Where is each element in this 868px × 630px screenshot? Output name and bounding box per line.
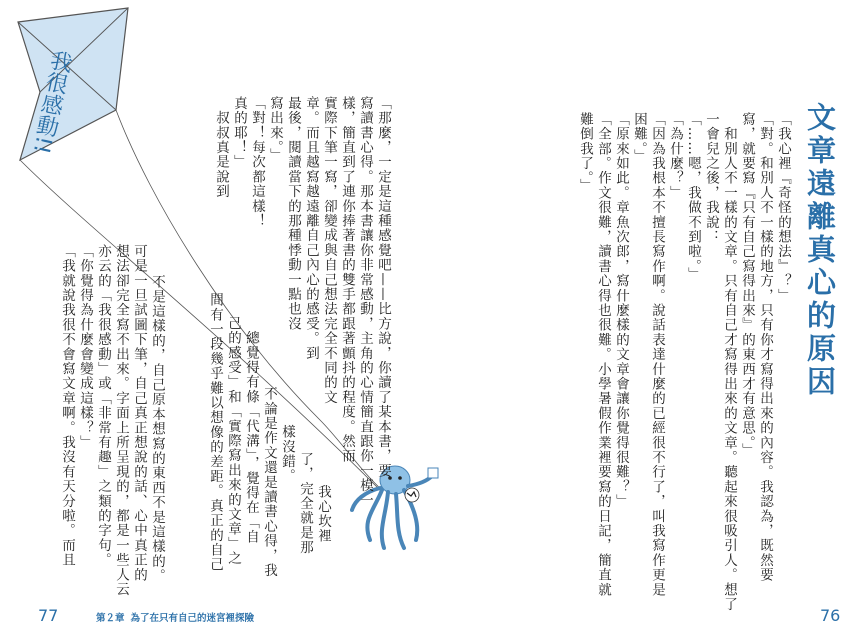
kite-lettering: 我很感動!! — [27, 47, 75, 156]
text-column: 不論是作文還是讀書心得，我 — [261, 372, 277, 578]
text-column: 和別人不一樣的文章。只有自己才寫得出來的文章。聽起來很吸引人。想了 — [721, 112, 737, 612]
text-column: 可是一旦試圖下筆，自己真正想說的話、心中真正的 — [131, 244, 147, 583]
text-column: 「因為我根本不擅長寫作啊。說話表達什麼的已經很不行了，叫我寫作更是 — [649, 112, 665, 598]
page-number-right: 76 — [820, 606, 841, 625]
running-head — [96, 610, 260, 624]
text-column: 「你覺得為什麼會變成這樣？」 — [77, 244, 93, 450]
text-column: 己的感受」和「實際寫出來的文章」之 — [225, 316, 241, 566]
text-column: 寫讀書心得。那本書讓你非常感動，主角的心情簡直跟你一模一 — [357, 96, 373, 508]
text-column: 「我心裡『奇怪的想法』？」 — [775, 112, 791, 304]
text-column: 樣，簡直到了連你捧著書的雙手都跟著顫抖的程度。然而 — [339, 96, 355, 464]
text-column: 「……嗯，我做不到啦。」 — [685, 112, 701, 282]
text-column: 困難。」 — [631, 112, 647, 165]
text-column: 不是這樣的，自己原本想寫的東西不是這樣的。 — [149, 260, 165, 584]
text-column: 「對！每次都這樣！ — [249, 96, 265, 229]
running-head-section: 為了在只有自己的迷宮裡探險 — [130, 613, 255, 624]
chapter-title: 文章遠離真心的原因 — [803, 102, 837, 399]
text-column: 叔叔真是說到 — [213, 96, 229, 199]
text-column: 寫出來。」 — [267, 96, 283, 163]
text-column: 最後，閱讀當下的那種悸動一點也沒 — [285, 96, 301, 332]
text-column: 實際下筆一寫，卻變成與自己想法完全不同的文 — [321, 96, 337, 405]
text-column: 總覺得有條「代溝」，覺得在「自 — [243, 316, 259, 545]
text-column: 我心坎裡 — [315, 470, 331, 544]
text-column: 了，完全就是那 — [297, 452, 313, 555]
text-column: 「原來如此。章魚次郎，寫什麼樣的文章會讓你覺得很難？」 — [613, 112, 629, 509]
scribble-thought-icon — [405, 488, 419, 502]
text-column: 「那麼，一定是這種感覺吧——比方說，你讀了某本書，要 — [375, 96, 391, 479]
text-column: 難倒我了。」 — [577, 112, 593, 194]
text-column: 間有一段幾乎難以想像的差距。真正的自己 — [207, 278, 223, 572]
text-column: 「為什麼？」 — [667, 112, 683, 201]
text-column: 「我就說我很不會寫文章啊。我沒有天分啦。而且 — [59, 244, 75, 568]
text-column: 真的耶！」 — [231, 96, 247, 170]
page-number-left: 77 — [38, 606, 59, 625]
text-column: 亦云的「我很感動」或「非常有趣」之類的字句。 — [95, 244, 111, 568]
text-column: 想法卻完全寫不出來。字面上所呈現的，都是一些人云 — [113, 244, 129, 597]
text-column: 「全部。作文很難，讀書心得也很難。小學暑假作業裡要寫的日記，簡直就 — [595, 112, 611, 598]
text-column: 寫，就要寫『只有自己寫得出來』的東西才有意思。」 — [739, 112, 755, 459]
text-column: 樣沒錯。 — [279, 410, 295, 484]
text-column: 「對。和別人不一樣的地方，只有你才寫得出來的內容。我認為，既然要 — [757, 112, 773, 583]
running-head-chapter: 第２章 — [96, 613, 125, 624]
text-column: 章。而且越寫越遠離自己內心的感受。到 — [303, 96, 319, 361]
text-column: 一會兒之後，我說： — [703, 112, 719, 245]
